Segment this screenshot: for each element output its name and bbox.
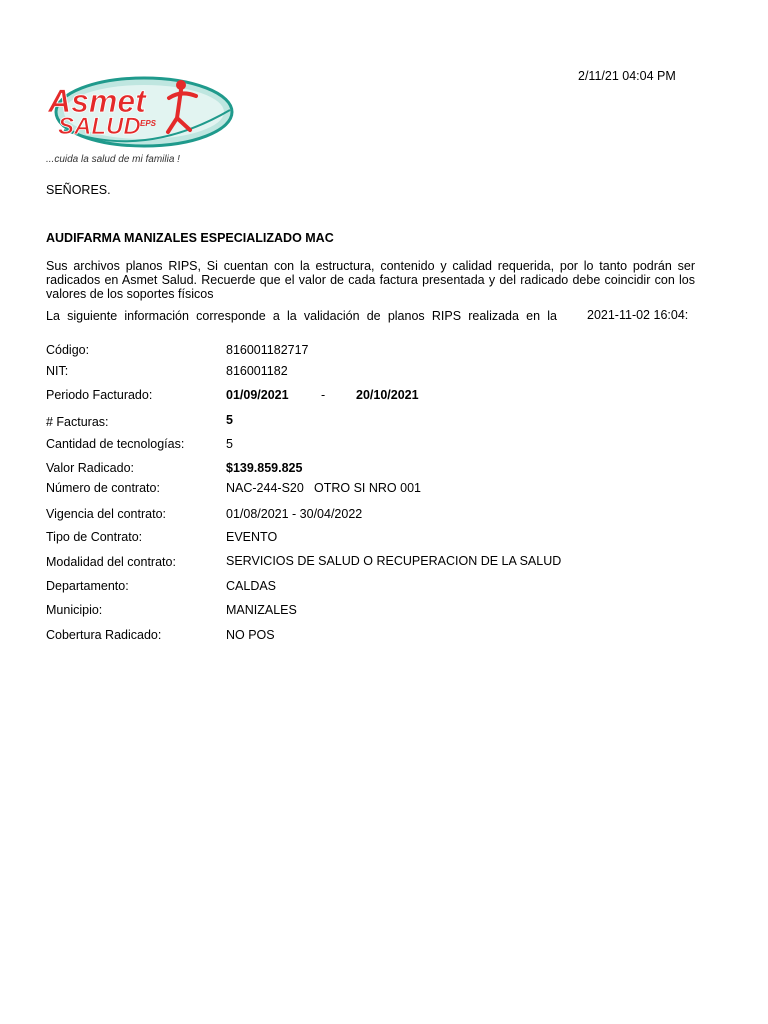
facturas-value: 5 <box>226 413 233 427</box>
logo-brand-suffix: EPS <box>140 119 157 128</box>
contrato-value: NAC-244-S20 <box>226 481 304 495</box>
tipo-value: EVENTO <box>226 530 278 544</box>
recipient-name: AUDIFARMA MANIZALES ESPECIALIZADO MAC <box>46 231 334 245</box>
logo-brand-line2: SALUD <box>58 113 141 140</box>
municipio-label: Municipio: <box>46 603 103 617</box>
codigo-value: 816001182717 <box>226 343 309 357</box>
logo-slogan: ...cuida la salud de mi familia ! <box>46 154 180 164</box>
nit-label: NIT: <box>46 364 69 378</box>
valor-label: Valor Radicado: <box>46 461 135 475</box>
valor-value: $139.859.825 <box>226 461 303 475</box>
facturas-label: # Facturas: <box>46 415 109 429</box>
codigo-label: Código: <box>46 343 90 357</box>
departamento-label: Departamento: <box>46 579 129 593</box>
tipo-label: Tipo de Contrato: <box>46 530 143 544</box>
validation-text: La siguiente información corresponde a la validación de planos RIPS realizada en la <box>46 309 557 323</box>
tecnologias-value: 5 <box>226 437 233 451</box>
departamento-value: CALDAS <box>226 579 277 593</box>
logo-brand-line1: Asmet <box>48 83 146 119</box>
asmet-salud-logo <box>44 70 236 164</box>
nit-value: 816001182 <box>226 364 288 378</box>
cobertura-value: NO POS <box>226 628 275 642</box>
print-datetime: 2/11/21 04:04 PM <box>578 69 676 83</box>
contrato-extra: OTRO SI NRO 001 <box>314 481 421 495</box>
municipio-value: MANIZALES <box>226 603 297 617</box>
salutation: SEÑORES. <box>46 183 111 197</box>
modalidad-value: SERVICIOS DE SALUD O RECUPERACION DE LA SALUD <box>226 554 562 568</box>
periodo-separator: - <box>321 388 326 402</box>
cobertura-label: Cobertura Radicado: <box>46 628 162 642</box>
periodo-label: Periodo Facturado: <box>46 388 153 402</box>
validation-datetime: 2021-11-02 16:04: <box>587 308 689 322</box>
periodo-start: 01/09/2021 <box>226 388 289 402</box>
periodo-end: 20/10/2021 <box>356 388 419 402</box>
contrato-label: Número de contrato: <box>46 481 160 495</box>
intro-paragraph: Sus archivos planos RIPS, Si cuentan con la estructura, contenido y calidad requerida, por lo tanto podrán ser radicados en Asmet Salud. Recuerde que el valor de cada factura presentada y del radicado debe coincidir con los valores de los soportes físicos <box>46 259 695 301</box>
modalidad-label: Modalidad del contrato: <box>46 555 176 569</box>
tecnologias-label: Cantidad de tecnologías: <box>46 437 185 451</box>
vigencia-label: Vigencia del contrato: <box>46 507 166 521</box>
vigencia-value: 01/08/2021 - 30/04/2022 <box>226 507 363 521</box>
